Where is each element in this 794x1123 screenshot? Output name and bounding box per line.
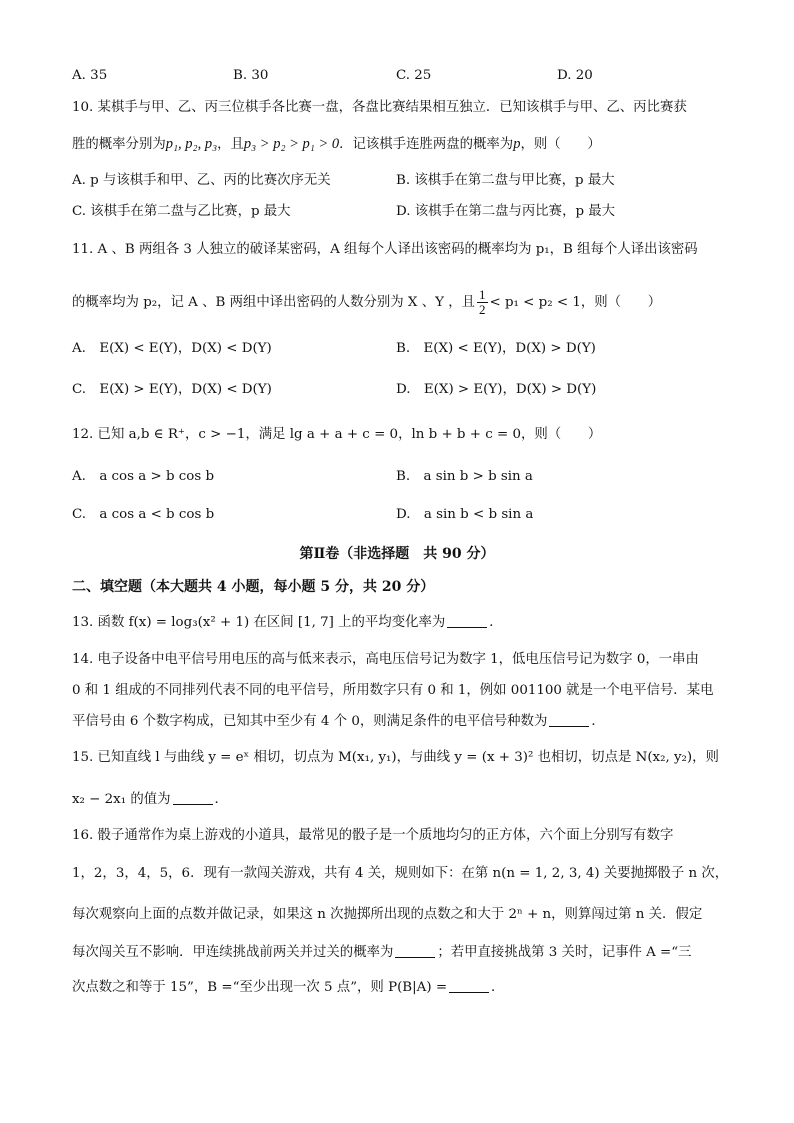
q11-option-d: D. E(X) > E(Y)，D(X) > D(Y): [396, 382, 597, 397]
q10-math-probs: p₁, p₂, p₃: [165, 136, 218, 152]
section2-title: 二、填空题（本大题共 4 小题，每小题 5 分，共 20 分）: [72, 579, 435, 595]
q16-answer-blank-1[interactable]: [395, 943, 435, 958]
q10-math-p: p: [513, 136, 521, 152]
q10-stem-line2: [72, 134, 601, 155]
q11-stem-line2: [72, 288, 661, 317]
q12-option-a: A. a cos a > b cos b: [72, 469, 215, 484]
q13-text-a: 13. 函数 f(x) = log₃(x² + 1) 在区间 [1, 7] 上的平均变化率为: [72, 615, 446, 630]
q11-text-b: < p₁ < p₂ < 1，则（ ）: [489, 295, 662, 310]
q14-stem-line1: 14. 电子设备中电平信号用电压的高与低来表示，高电压信号记为数字 1，低电压信号记为数字 0，一串由: [72, 652, 699, 667]
q11-stem-line1: 11. A 、B 两组各 3 人独立的破译某密码，A 组每个人译出该密码的概率均为 p₁，B 组每个人译出该密码: [72, 242, 698, 257]
q14-stem-line3: [72, 712, 605, 732]
q9-option-a: A. 35: [72, 68, 108, 83]
q16-stem-line5: [72, 978, 504, 998]
q16-text-c: 次点数之和等于 15”，B =“至少出现一次 5 点”，则 P(B|A) =: [72, 980, 448, 995]
q14-text-b: ．: [591, 714, 605, 729]
q15-stem-line2: [72, 790, 228, 810]
q11-option-b: B. E(X) < E(Y)，D(X) > D(Y): [396, 341, 596, 356]
q9-option-d: D. 20: [557, 68, 593, 83]
q10-text-c: ．记该棋手连胜两盘的概率为: [339, 137, 514, 152]
q11-text-a: 的概率均为 p₂，记 A 、B 两组中译出密码的人数分别为 X 、Y ，且: [72, 295, 475, 310]
q10-option-a: A. p 与该棋手和甲、乙、丙的比赛次序无关: [72, 173, 331, 188]
q16-stem-line1: 16. 骰子通常作为桌上游戏的小道具，最常见的骰子是一个质地均匀的正方体，六个面上分别写有数字: [72, 828, 674, 843]
q16-text-a: 每次闯关互不影响．甲连续挑战前两关并过关的概率为: [72, 945, 394, 960]
q16-answer-blank-2[interactable]: [449, 978, 489, 993]
q10-text-d: ，则（ ）: [520, 137, 601, 152]
q16-stem-line2: 1，2，3，4，5，6．现有一款闯关游戏，共有 4 关，规则如下：在第 n(n = 1, 2, 3, 4) 关要抛掷骰子 n 次，: [72, 866, 729, 881]
q11-fraction-numerator: 1: [479, 287, 486, 302]
q10-text-b: ，且: [217, 137, 244, 152]
q10-text-a: 胜的概率分别为: [72, 137, 166, 152]
q12-option-d: D. a sin b < b sin a: [396, 507, 534, 522]
q15-text-b: ．: [214, 792, 228, 807]
q11-option-a: A. E(X) < E(Y)，D(X) < D(Y): [72, 341, 272, 356]
q16-stem-line3: 每次观察向上面的点数并做记录，如果这 n 次抛掷所出现的点数之和大于 2ⁿ + n，则算闯过第 n 关．假定: [72, 907, 703, 922]
q14-text-a: 平信号由 6 个数字构成，已知其中至少有 4 个 0，则满足条件的电平信号种数为: [72, 714, 548, 729]
q9-option-b: B. 30: [233, 68, 269, 83]
part2-title: 第Ⅱ卷（非选择题 共 90 分）: [299, 546, 495, 562]
q13-answer-blank[interactable]: [447, 613, 487, 628]
q16-stem-line4: [72, 943, 692, 963]
q14-stem-line2: 0 和 1 组成的不同排列代表不同的电平信号，所用数字只有 0 和 1，例如 001100 就是一个电平信号．某电: [72, 683, 714, 698]
q14-answer-blank[interactable]: [549, 712, 589, 727]
q15-stem-line1: 15. 已知直线 l 与曲线 y = eˣ 相切，切点为 M(x₁, y₁)，与曲线 y = (x + 3)² 也相切，切点是 N(x₂, y₂)，则: [72, 750, 719, 765]
q10-math-order: p₃ > p₂ > p₁ > 0: [243, 136, 340, 152]
q13-text-b: ．: [489, 615, 503, 630]
q12-option-c: C. a cos a < b cos b: [72, 507, 215, 522]
q16-text-b: ；若甲直接挑战第 3 关时，记事件 A =“三: [437, 945, 692, 960]
q13-stem: [72, 613, 503, 633]
q12-option-b: B. a sin b > b sin a: [396, 469, 533, 484]
q10-option-d: D. 该棋手在第二盘与丙比赛，p 最大: [396, 204, 616, 219]
q11-fraction-half: [477, 288, 488, 317]
q10-option-b: B. 该棋手在第二盘与甲比赛，p 最大: [396, 173, 615, 188]
q10-stem-line1: 10. 某棋手与甲、乙、丙三位棋手各比赛一盘，各盘比赛结果相互独立．已知该棋手与甲、乙、丙比赛获: [72, 100, 687, 115]
q15-answer-blank[interactable]: [173, 790, 213, 805]
q9-option-c: C. 25: [396, 68, 432, 83]
q12-stem: 12. 已知 a,b ∈ R⁺，c > −1，满足 lg a + a + c = 0，ln b + b + c = 0，则（ ）: [72, 427, 602, 442]
q11-option-c: C. E(X) > E(Y)，D(X) < D(Y): [72, 382, 272, 397]
q16-text-d: ．: [491, 980, 505, 995]
q15-text-a: x₂ − 2x₁ 的值为: [72, 792, 171, 807]
q11-fraction-denominator: 2: [479, 302, 486, 317]
q10-option-c: C. 该棋手在第二盘与乙比赛，p 最大: [72, 204, 291, 219]
